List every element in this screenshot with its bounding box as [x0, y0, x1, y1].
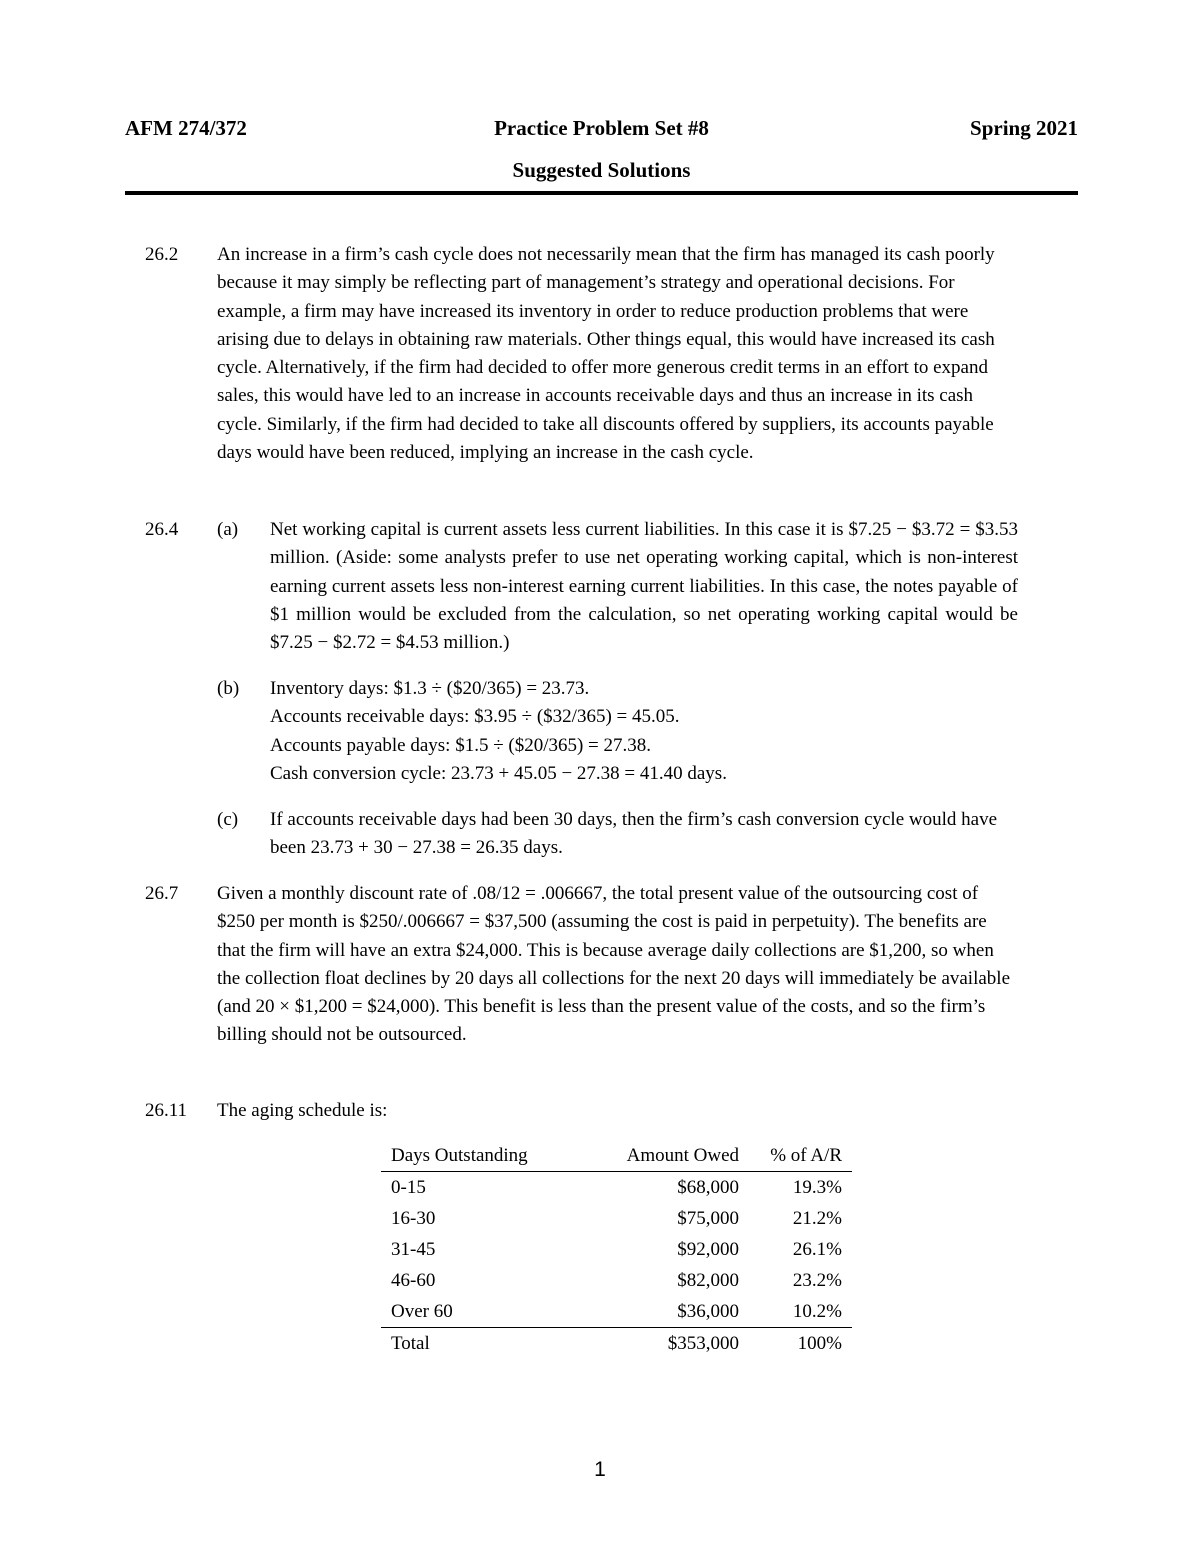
row-days: 16-30	[391, 1207, 436, 1229]
header-days-outstanding: Days Outstanding	[381, 1141, 587, 1172]
receivable-days-line: Accounts receivable days: $3.95 ÷ ($32/365) = 45.05.	[270, 706, 680, 728]
total-amount: $353,000	[587, 1328, 739, 1360]
document-header	[125, 116, 1078, 146]
course-code: AFM 274/372	[125, 116, 247, 140]
table-row	[381, 1234, 852, 1265]
table-row	[381, 1265, 852, 1296]
row-days: 0-15	[391, 1176, 426, 1198]
problem-26-11-text: The aging schedule is:	[217, 1100, 388, 1121]
row-days: Over 60	[391, 1300, 453, 1322]
row-amount: $92,000	[677, 1238, 740, 1260]
inventory-days-line: Inventory days: $1.3 ÷ ($20/365) = 23.73.	[270, 678, 590, 699]
problem-number-26-7: 26.7	[145, 883, 179, 904]
row-percent: 19.3%	[792, 1176, 842, 1198]
term-label: Spring 2021	[970, 116, 1078, 140]
table-row	[381, 1296, 852, 1328]
aging-schedule-table	[381, 1141, 852, 1359]
payable-days-line: Accounts payable days: $1.5 ÷ ($20/365) = 27.38.	[270, 734, 652, 756]
row-percent: 10.2%	[792, 1300, 842, 1322]
total-percent: 100%	[739, 1328, 852, 1360]
row-days: 31-45	[391, 1238, 436, 1260]
row-amount: $82,000	[677, 1269, 740, 1291]
row-amount: $75,000	[677, 1207, 740, 1229]
page-number: 1	[594, 1458, 606, 1481]
row-percent: 21.2%	[792, 1207, 842, 1229]
part-a-text: Net working capital is current assets less current liabilities. In this case it is $7.25 − $3.72 = $3.53 million. (Aside: some analysts prefer to use net operating working capital, which is non-interest earning current assets less non-interest earning current liabilities. In this case, the notes payable of $1 million would be excluded from the calculation, so net operating working capital would be $7.25 − $2.72 = $4.53 million.)	[270, 519, 1018, 654]
part-c-label: (c)	[217, 809, 239, 830]
problem-26-7-text: Given a monthly discount rate of .08/12 = .006667, the total present value of the outsourcing cost of $250 per month is $250/.006667 = $37,500 (assuming the cost is paid in perpetuity). The benefits are that the firm will have an extra $24,000. This is because average daily collections are $1,200, so when the collection float declines by 20 days all collections for the next 20 days will immediately be available (and 20 × $1,200 = $24,000). This benefit is less than the present value of the costs, and so the firm’s billing should not be outsourced.	[217, 883, 1011, 1046]
table-row	[381, 1172, 852, 1204]
header-divider	[125, 191, 1078, 195]
total-label: Total	[381, 1328, 587, 1360]
problem-number-26-2: 26.2	[145, 244, 179, 265]
row-percent: 26.1%	[792, 1238, 842, 1260]
part-c-text: If accounts receivable days had been 30 days, then the firm’s cash conversion cycle would have been 23.73 + 30 − 27.38 = 26.35 days.	[270, 809, 998, 859]
header-amount-owed: Amount Owed	[587, 1141, 739, 1172]
row-amount: $68,000	[677, 1176, 740, 1198]
part-b-label: (b)	[217, 678, 240, 699]
row-amount: $36,000	[677, 1300, 740, 1322]
part-b-lines	[270, 675, 1018, 788]
row-days: 46-60	[391, 1269, 436, 1291]
document-title: Practice Problem Set #8	[494, 116, 709, 140]
problem-number-26-4: 26.4	[145, 519, 179, 540]
table-header-row	[381, 1141, 852, 1172]
header-percent-ar: % of A/R	[739, 1141, 852, 1172]
problem-26-2-text: An increase in a firm’s cash cycle does not necessarily mean that the firm has managed its cash poorly because it may simply be reflecting part of management’s strategy and operational decisions. For example, a firm may have increased its inventory in order to reduce production problems that were arising due to delays in obtaining raw materials. Other things equal, this would have increased its cash cycle. Alternatively, if the firm had decided to offer more generous credit terms in an effort to expand sales, this would have led to an increase in accounts receivable days and thus an increase in its cash cycle. Similarly, if the firm had decided to take all discounts offered by suppliers, its accounts payable days would have been reduced, implying an increase in the cash cycle.	[217, 244, 995, 464]
row-percent: 23.2%	[792, 1269, 842, 1291]
cash-conversion-line: Cash conversion cycle: 23.73 + 45.05 − 27.38 = 41.40 days.	[270, 762, 727, 784]
table-total-row	[381, 1328, 852, 1360]
document-subtitle: Suggested Solutions	[512, 158, 691, 182]
table-row	[381, 1203, 852, 1234]
problem-number-26-11: 26.11	[145, 1100, 188, 1121]
part-a-label: (a)	[217, 519, 239, 540]
